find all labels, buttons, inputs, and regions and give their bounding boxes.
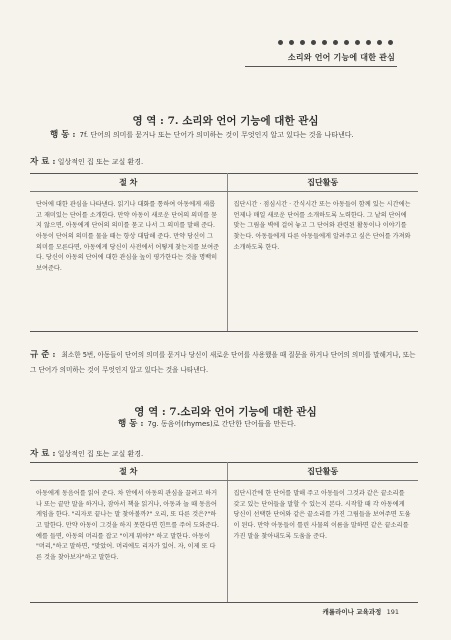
behavior-label: 행 동 : bbox=[118, 419, 144, 429]
criteria-text: 최소한 5번, 아동들이 단어의 의미를 묻거나 당신이 새로운 단어를 사용했을 때 질문을 하거나 단어의 의미를 말해거나, 또는 그 단어가 의미하는 것이 무엇인지 알고 있다는 것을 나타낸다. bbox=[30, 351, 416, 374]
behavior-label: 행 동 : bbox=[50, 130, 76, 140]
behavior-text: 7f. 단어의 의미를 묻거나 또는 단어가 의미하는 것이 무엇인지 알고 있다는 것을 나타낸다. bbox=[79, 131, 354, 139]
material-label: 자 료 : bbox=[30, 157, 56, 167]
activity-table bbox=[30, 173, 418, 332]
group-activity-text: 집단시간 · 점심시간 · 간식시간 또는 아동들이 함께 있는 시간에는 언제나 매일 새로운 단어를 소개하도록 노력한다. 그 낱의 단어에 맞는 그림을 벽에 걸어 놓고 그 단어와 관련된 활동이나 이야기를 찾는다. 아동들에게 다른 아동들에게 알려주고 싶은 단어를 가져와 소개하도록 한다. bbox=[227, 192, 418, 332]
criteria-line bbox=[30, 348, 421, 376]
material-line bbox=[30, 155, 143, 167]
behavior-text: 7g. 동음어(rhymes)로 간단한 단어들을 만든다. bbox=[147, 420, 296, 428]
header-rule bbox=[245, 66, 397, 67]
group-activity-header: 집단활동 bbox=[227, 174, 418, 192]
procedure-header: 절 차 bbox=[30, 463, 227, 481]
procedure-text: 아동에게 동음어를 읽어 준다. 차 안에서 아동의 관심을 끌려고 하거나 또는 끝만 말을 하거나, 잠아서 책을 읽거나, 아동과 놀 때 동음어 게임을 한다. "리자로 끝나는 말 찾아볼까?" 오리, 또 다른 것은?"하고 말한다. 만약 아동이 그것을 하지 못한다면 힌트를 주어 도와준다. 예를 들면, 아동의 머리를 잡고 "이게 뭐야?" 하고 말한다. 아동이 "머리,"하고 말하면, "맞았어. 머리에도 리자가 있어. 자, 이제 또 다른 것을 찾아보자"하고 말한다. bbox=[30, 481, 227, 603]
criteria-label: 규 준 : bbox=[30, 350, 56, 360]
running-header-title: 소리와 언어 기능에 대한 관심 bbox=[287, 53, 395, 62]
page-footer bbox=[323, 607, 399, 616]
group-activity-text: 집단시간에 한 단어를 말해 주고 아동들이 그것과 같은 끝소리를 갖고 있는 단어들을 말할 수 있는지 본다. 시작할 때 각 아동에게 당신이 선택한 단어와 같은 끝소리를 가진 그림들을 보여주면 도움이 된다. 만약 아동들이 틀린 사물의 이름을 말하면 같은 끝소리를 가진 말을 찾아내도록 도움을 준다. bbox=[227, 481, 418, 603]
behavior-line bbox=[50, 130, 411, 142]
procedure-header: 절 차 bbox=[30, 174, 227, 192]
header-dot-ornament bbox=[278, 40, 393, 45]
material-text: 일상적인 집 또는 교실 환경. bbox=[57, 450, 144, 458]
material-line bbox=[30, 447, 143, 459]
section-title: 영 역 : 7.소리와 언어 기능에 대한 관심 bbox=[134, 406, 317, 418]
behavior-line bbox=[118, 419, 411, 431]
section-title: 영 역 : 7. 소리와 언어 기능에 대한 관심 bbox=[132, 115, 319, 127]
material-text: 일상적인 집 또는 교실 환경. bbox=[57, 158, 144, 166]
material-label: 자 료 : bbox=[30, 449, 56, 459]
page-number: 191 bbox=[386, 608, 399, 616]
footer-book-title: 캐롤라이나 교육과정 bbox=[322, 608, 382, 616]
activity-table bbox=[30, 462, 418, 603]
procedure-text: 단어에 대한 관심을 나타낸다. 읽기나 대화를 통하여 아동에게 새롭고 재미있는 단어를 소개한다. 만약 아동이 새로운 단어의 의미를 묻지 않으면, 아동에게 단어의 의미를 묻고 나서 그 의미를 말해 준다. 아동이 단어의 의미를 물을 때는 항상 대답해 준다. 만약 당신이 그 의미를 모른다면, 아동에게 당신이 사전에서 어떻게 찾는지를 보여준다. 당신이 아동의 단어에 대한 관심을 높이 평가한다는 것을 명백히 보여준다. bbox=[30, 192, 227, 332]
group-activity-header: 집단활동 bbox=[227, 463, 418, 481]
